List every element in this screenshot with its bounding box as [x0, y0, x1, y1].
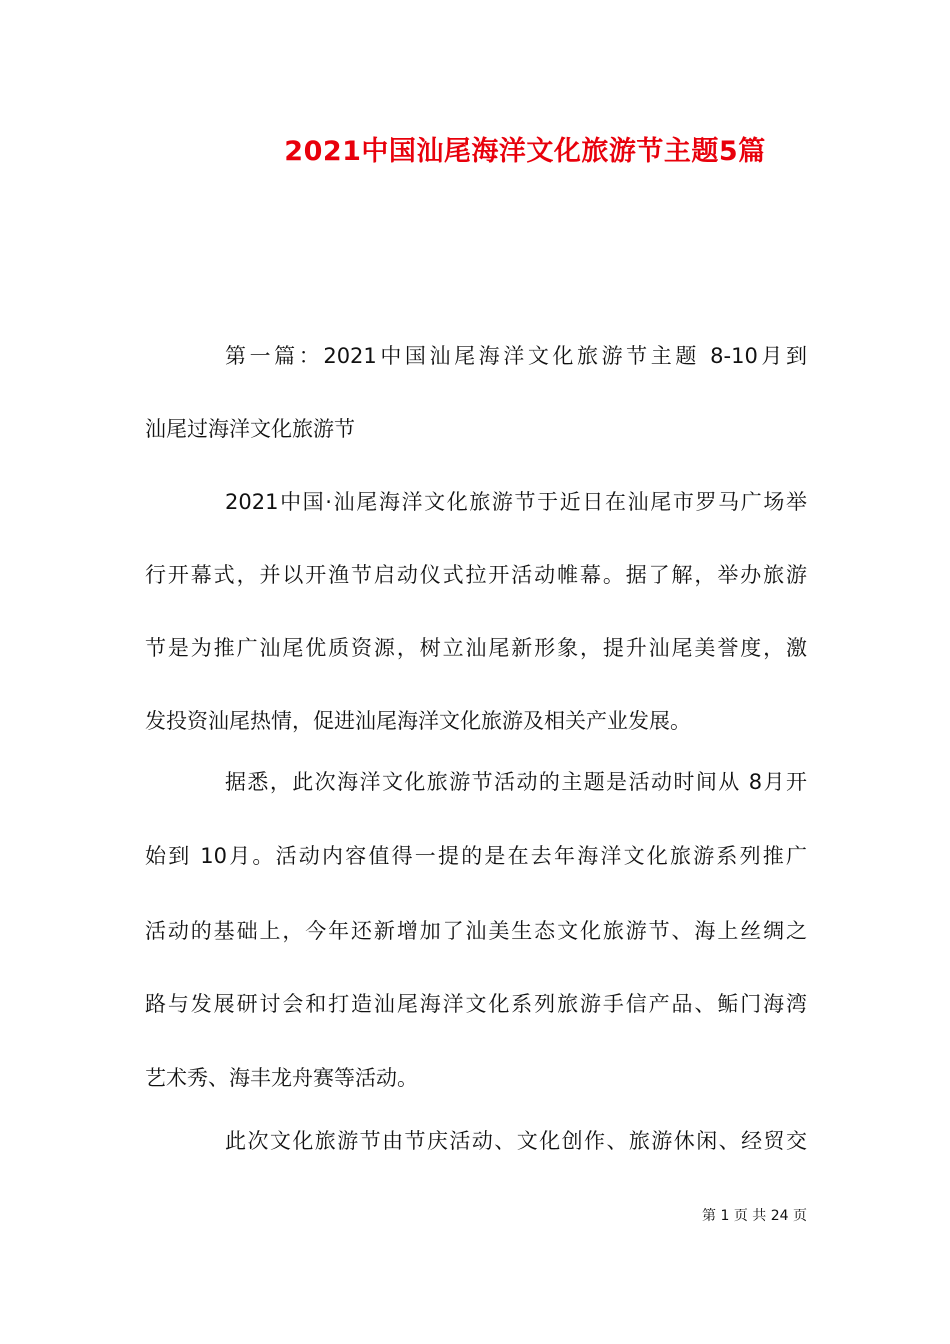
paragraph-3-line-1: 此次文化旅游节由节庆活动、文化创作、旅游休闲、经贸交: [225, 1129, 807, 1153]
paragraph-2-line-5: 艺术秀、海丰龙舟赛等活动。: [145, 1066, 418, 1090]
paragraph-2-line-3: 活动的基础上，今年还新增加了汕美生态文化旅游节、海上丝绸之: [145, 919, 807, 943]
paragraph-1-line-2: 行开幕式，并以开渔节启动仪式拉开活动帷幕。据了解，举办旅游: [145, 563, 807, 587]
section-heading-line-1: 第一篇：2021中国汕尾海洋文化旅游节主题 8-10月到: [225, 344, 807, 368]
section-heading-line-2: 汕尾过海洋文化旅游节: [145, 417, 355, 441]
paragraph-1-line-4: 发投资汕尾热情，促进汕尾海洋文化旅游及相关产业发展。: [145, 709, 691, 733]
paragraph-2-line-2: 始到 10月。活动内容值得一提的是在去年海洋文化旅游系列推广: [145, 844, 807, 868]
document-title: 2021中国汕尾海洋文化旅游节主题5篇: [284, 136, 766, 167]
paragraph-2-line-1: 据悉，此次海洋文化旅游节活动的主题是活动时间从 8月开: [225, 770, 807, 794]
paragraph-2-line-4: 路与发展研讨会和打造汕尾海洋文化系列旅游手信产品、鲘门海湾: [145, 992, 807, 1016]
page-number-footer: 第 1 页 共 24 页: [702, 1208, 807, 1224]
paragraph-1-line-3: 节是为推广汕尾优质资源，树立汕尾新形象，提升汕尾美誉度，激: [145, 636, 807, 660]
paragraph-1-line-1: 2021中国·汕尾海洋文化旅游节于近日在汕尾市罗马广场举: [225, 490, 807, 514]
